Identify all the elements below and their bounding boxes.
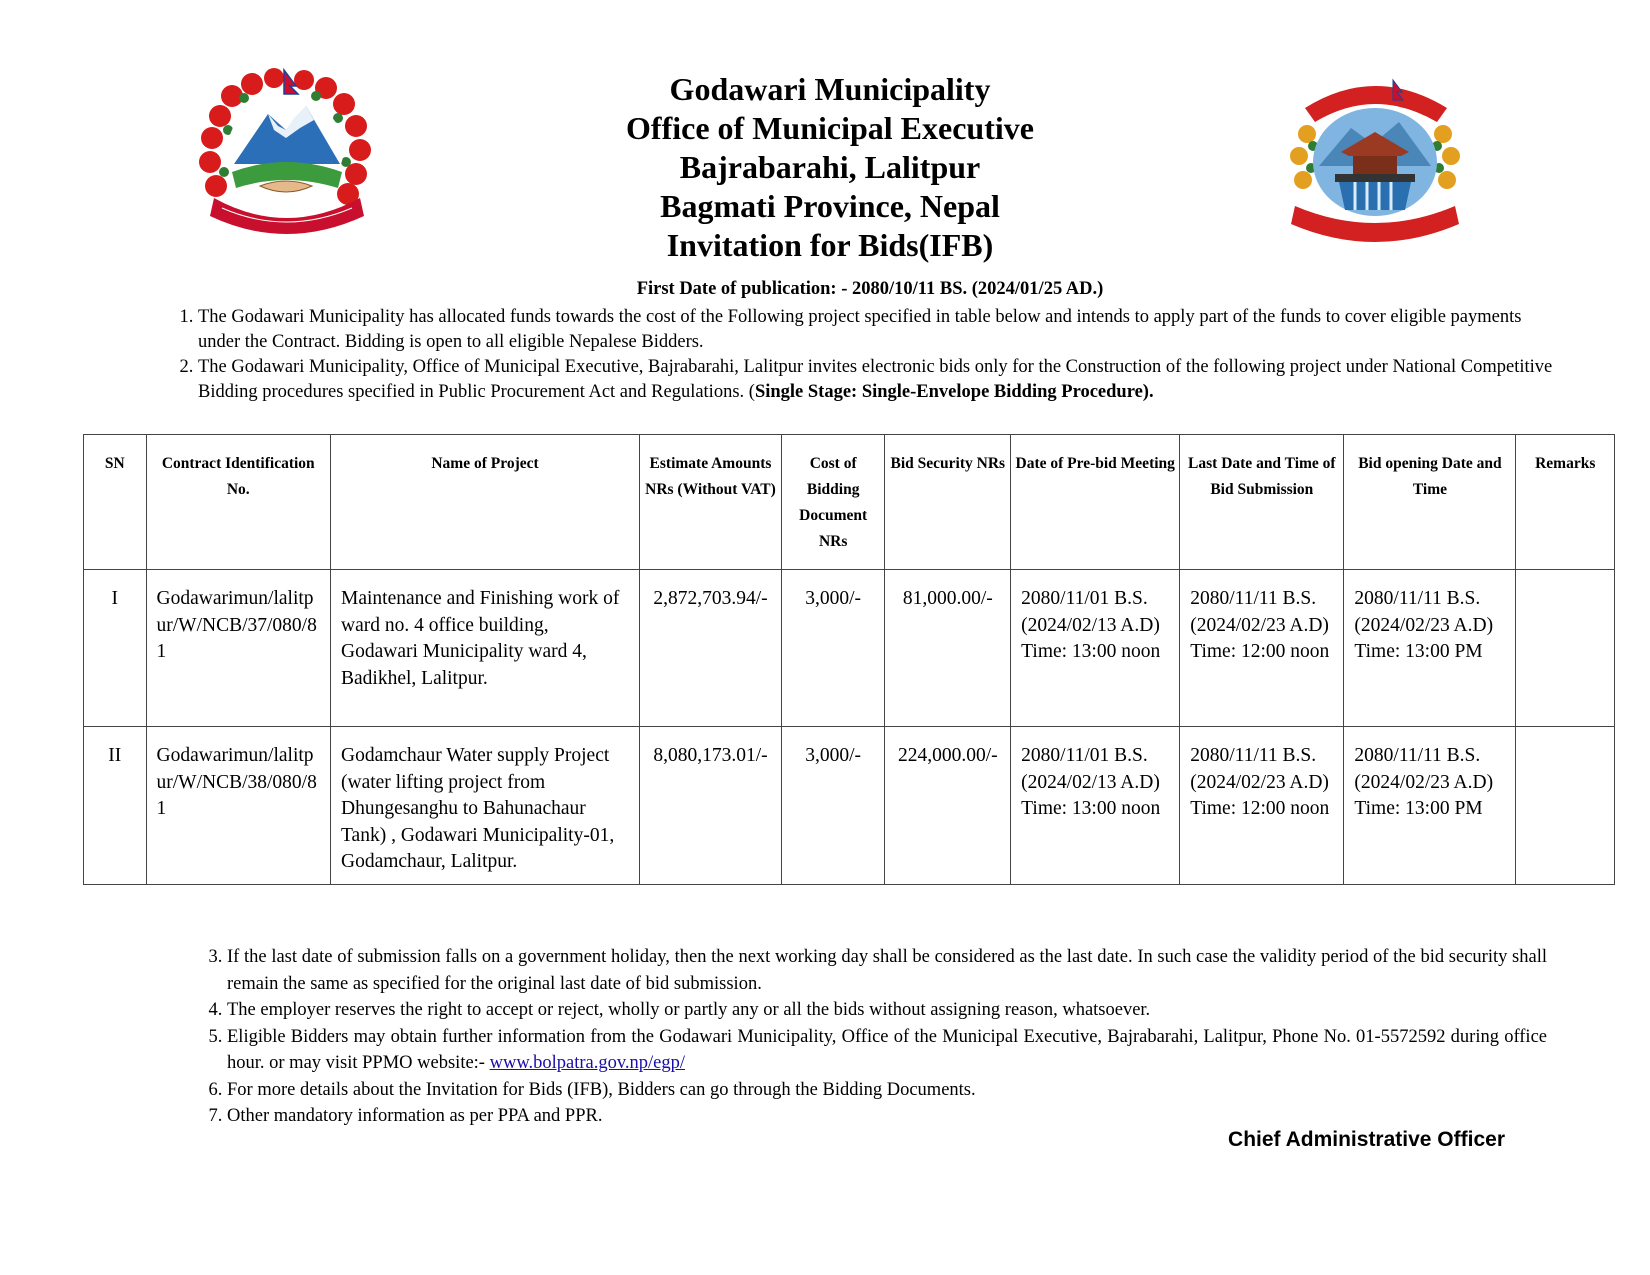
cell-opening: 2080/11/11 B.S. (2024/02/23 A.D) Time: 13:00 PM — [1344, 727, 1516, 885]
col-header-prebid: Date of Pre-bid Meeting — [1011, 435, 1180, 570]
godawari-municipality-seal-icon — [1275, 70, 1475, 242]
cell-submission: 2080/11/11 B.S. (2024/02/23 A.D) Time: 12:00 noon — [1180, 727, 1344, 885]
signature-title: Chief Administrative Officer — [1228, 1128, 1505, 1151]
cell-project: Maintenance and Finishing work of ward no. 4 office building, Godawari Municipality ward 4, Badikhel, Lalitpur. — [331, 570, 640, 727]
cell-sn: I — [84, 570, 147, 727]
intro-item-2-text: The Godawari Municipality, Office of Municipal Executive, Bajrabarahi, Lalitpur invites electronic bids only for the Construction of the following project under National Competitive Bidding procedures specified in Public Procurement Act and Regulations. ( — [198, 357, 1553, 402]
cell-opening: 2080/11/11 B.S. (2024/02/23 A.D) Time: 13:00 PM — [1344, 570, 1516, 727]
col-header-doc-cost: Cost of Bidding Document NRs — [781, 435, 885, 570]
cell-project: Godamchaur Water supply Project (water lifting project from Dhungesanghu to Bahunachaur Tank) , Godawari Municipality-01, Godamchaur, Lalitpur. — [331, 727, 640, 885]
cell-contract-id: Godawarimun/lalitpur/W/NCB/37/080/81 — [146, 570, 331, 727]
cell-remarks — [1516, 727, 1615, 885]
note-item-4: 4. The employer reserves the right to accept or reject, wholly or partly any or all the bids without assigning reason, whatsoever. — [227, 997, 1547, 1024]
col-header-remarks: Remarks — [1516, 435, 1615, 570]
ppmo-website-link[interactable]: www.bolpatra.gov.np/egp/ — [489, 1053, 686, 1073]
col-header-opening: Bid opening Date and Time — [1344, 435, 1516, 570]
intro-item-2-bold: Single Stage: Single-Envelope Bidding Procedure). — [754, 382, 1154, 402]
cell-contract-id: Godawarimun/lalitpur/W/NCB/38/080/81 — [146, 727, 331, 885]
cell-estimate: 8,080,173.01/- — [640, 727, 782, 885]
cell-doc-cost: 3,000/- — [781, 570, 885, 727]
province-name: Bagmati Province, Nepal — [660, 188, 1000, 224]
table-row — [84, 727, 1615, 885]
cell-sn: II — [84, 727, 147, 885]
intro-item-1: 1. The Godawari Municipality has allocated funds towards the cost of the Following project specified in table below and intends to apply part of the funds to cover eligible payments under the Contract. Bidding is open to all eligible Nepalese Bidders. — [198, 305, 1558, 355]
table-row — [84, 570, 1615, 727]
intro-list — [160, 305, 1558, 405]
cell-bid-security: 81,000.00/- — [885, 570, 1011, 727]
cell-remarks — [1516, 570, 1615, 727]
office-location: Bajrabarahi, Lalitpur — [679, 149, 981, 185]
publication-date: First Date of publication: - 2080/10/11 BS. (2024/01/25 AD.) — [636, 279, 1104, 299]
bids-table — [83, 434, 1615, 885]
note-item-7: 7. Other mandatory information as per PPA and PPR. — [227, 1103, 1547, 1130]
note-item-5-text: Eligible Bidders may obtain further information from the Godawari Municipality, Office of the Municipal Executive, Bajrabarahi, Lalitpur, Phone No. 01-5572592 during office hour. or may visit PPMO website:- — [227, 1026, 1547, 1073]
note-item-6: 6. For more details about the Invitation for Bids (IFB), Bidders can go through the Bidding Documents. — [227, 1077, 1547, 1104]
intro-item-2 — [198, 355, 1558, 405]
table-header-row — [84, 435, 1615, 570]
cell-submission: 2080/11/11 B.S. (2024/02/23 A.D) Time: 12:00 noon — [1180, 570, 1344, 727]
col-header-contract-id: Contract Identification No. — [146, 435, 331, 570]
col-header-project: Name of Project — [331, 435, 640, 570]
nepal-emblem-icon — [188, 68, 388, 240]
document-title: Invitation for Bids(IFB) — [666, 227, 994, 263]
cell-bid-security: 224,000.00/- — [885, 727, 1011, 885]
note-item-3: 3. If the last date of submission falls on a government holiday, then the next working day shall be considered as the last date. In such case the validity period of the bid security shall remain the same as specified for the original last date of bid submission. — [227, 944, 1547, 997]
office-name: Office of Municipal Executive — [626, 110, 1034, 146]
col-header-bid-security: Bid Security NRs — [885, 435, 1011, 570]
col-header-sn: SN — [84, 435, 147, 570]
col-header-estimate: Estimate Amounts NRs (Without VAT) — [640, 435, 782, 570]
note-item-5 — [227, 1024, 1547, 1077]
notes-list — [190, 944, 1547, 1130]
municipality-name: Godawari Municipality — [669, 71, 991, 107]
cell-estimate: 2,872,703.94/- — [640, 570, 782, 727]
col-header-submission: Last Date and Time of Bid Submission — [1180, 435, 1344, 570]
cell-prebid: 2080/11/01 B.S. (2024/02/13 A.D) Time: 13:00 noon — [1011, 570, 1180, 727]
cell-prebid: 2080/11/01 B.S. (2024/02/13 A.D) Time: 13:00 noon — [1011, 727, 1180, 885]
cell-doc-cost: 3,000/- — [781, 727, 885, 885]
document-header — [500, 70, 1160, 265]
